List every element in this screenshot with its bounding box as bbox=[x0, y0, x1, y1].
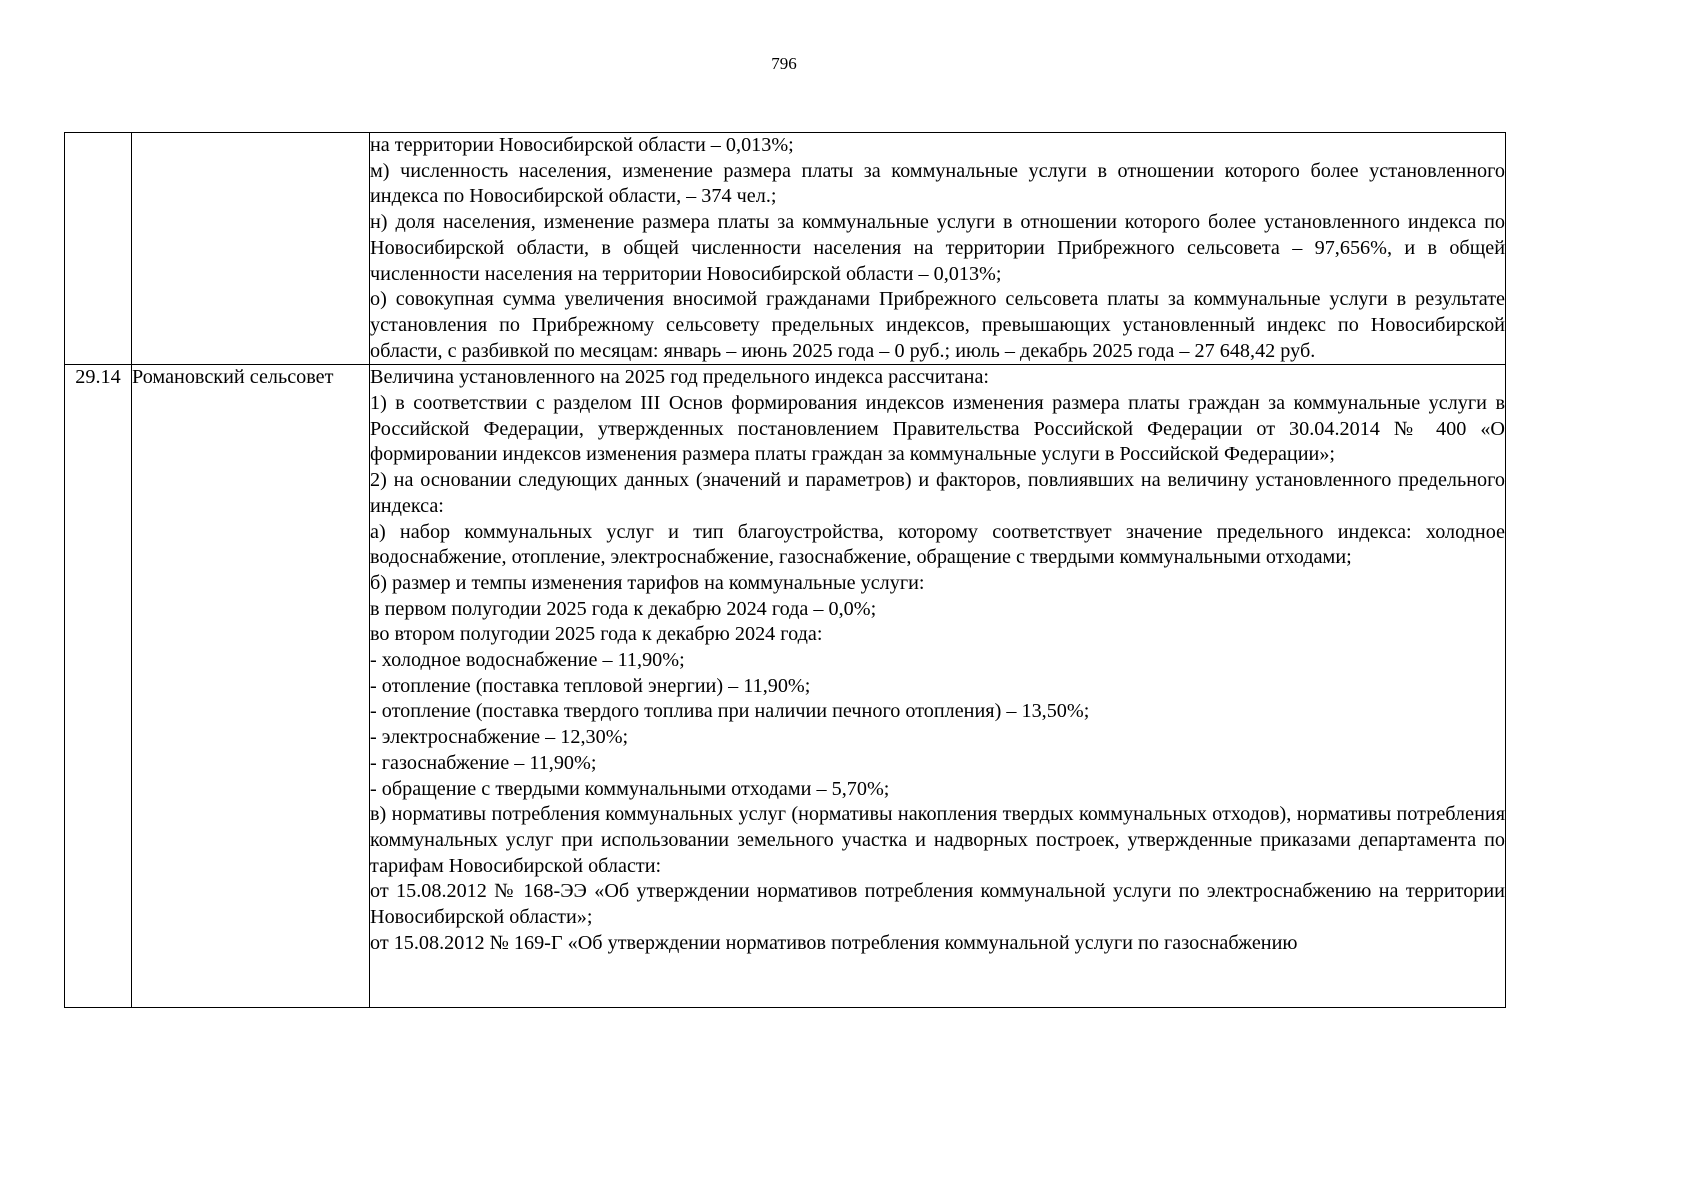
paragraph: от 15.08.2012 № 168-ЭЭ «Об утверждении нормативов потребления коммунальной услуги по электроснабжению на территории Новосибирской области»; bbox=[370, 880, 1505, 929]
row-number-cell bbox=[65, 133, 132, 365]
paragraph: на территории Новосибирской области – 0,013%; bbox=[370, 134, 794, 156]
paragraph: а) набор коммунальных услуг и тип благоустройства, которому соответствует значение предельного индекса: холодное водоснабжение, отопление, электроснабжение, газоснабжение, обращение с твердыми коммунальными отходами; bbox=[370, 520, 1505, 569]
paragraph: 2) на основании следующих данных (значений и параметров) и факторов, повлиявших на величину установленного предельного индекса: bbox=[370, 469, 1505, 517]
paragraph: во втором полугодии 2025 года к декабрю 2024 года: bbox=[370, 623, 823, 646]
document-table bbox=[64, 132, 1506, 1008]
table-row bbox=[65, 133, 1506, 365]
paragraph: м) численность населения, изменение размера платы за коммунальные услуги в отношении которого более установленного индекса по Новосибирской области, – 374 чел.; bbox=[370, 159, 1505, 208]
row-name-cell: Романовский сельсовет bbox=[132, 365, 370, 1008]
paragraph: в первом полугодии 2025 года к декабрю 2024 года – 0,0%; bbox=[370, 597, 877, 620]
page-number: 796 bbox=[771, 54, 797, 73]
paragraph: 1) в соответствии с разделом III Основ формирования индексов изменения размера платы граждан за коммунальные услуги в Российской Федерации, утвержденных постановлением Правительства Российской Федерации от 30.04.2014 № 400 «О формировании индексов изменения размера платы граждан за коммунальные услуги в Российской Федерации»; bbox=[370, 392, 1505, 466]
table-row bbox=[65, 365, 1506, 1008]
paragraph: - обращение с твердыми коммунальными отходами – 5,70%; bbox=[370, 777, 890, 800]
paragraph: - холодное водоснабжение – 11,90%; bbox=[370, 649, 685, 672]
paragraph: б) размер и темпы изменения тарифов на коммунальные услуги: bbox=[370, 571, 925, 594]
row-text-cell bbox=[370, 365, 1506, 1008]
paragraph: - отопление (поставка тепловой энергии) – 11,90%; bbox=[370, 674, 811, 697]
row-number-cell: 29.14 bbox=[65, 365, 132, 1008]
paragraph: н) доля населения, изменение размера платы за коммунальные услуги в отношении которого более установленного индекса по Новосибирской области, в общей численности населения на территории Прибрежного сельсовета – 97,656%, и в общей численности населения на территории Новосибирской области – 0,013%; bbox=[370, 211, 1505, 285]
paragraph: - газоснабжение – 11,90%; bbox=[370, 751, 597, 774]
paragraph: - электроснабжение – 12,30%; bbox=[370, 726, 629, 749]
paragraph: о) совокупная сумма увеличения вносимой гражданами Прибрежного сельсовета платы за коммунальные услуги в результате установления по Прибрежному сельсовету предельных индексов, превышающих установленный индекс по Новосибирской области, с разбивкой по месяцам: январь – июнь 2025 года – 0 руб.; июль – декабрь 2025 года – 27 648,42 руб. bbox=[370, 288, 1505, 362]
row-text-cell bbox=[370, 133, 1506, 365]
row-text-clip bbox=[370, 365, 1505, 1007]
paragraph: Величина установленного на 2025 год предельного индекса рассчитана: bbox=[370, 366, 990, 389]
paragraph: в) нормативы потребления коммунальных услуг (нормативы накопления твердых коммунальных отходов), нормативы потребления коммунальных услуг при использовании земельного участка и надворных построек, утвержденные приказами департамента по тарифам Новосибирской области: bbox=[370, 803, 1505, 877]
row-name-cell bbox=[132, 133, 370, 365]
paragraph: от 15.08.2012 № 169-Г «Об утверждении нормативов потребления коммунальной услуги по газоснабжению bbox=[370, 931, 1298, 954]
paragraph: - отопление (поставка твердого топлива при наличии печного отопления) – 13,50%; bbox=[370, 700, 1090, 723]
